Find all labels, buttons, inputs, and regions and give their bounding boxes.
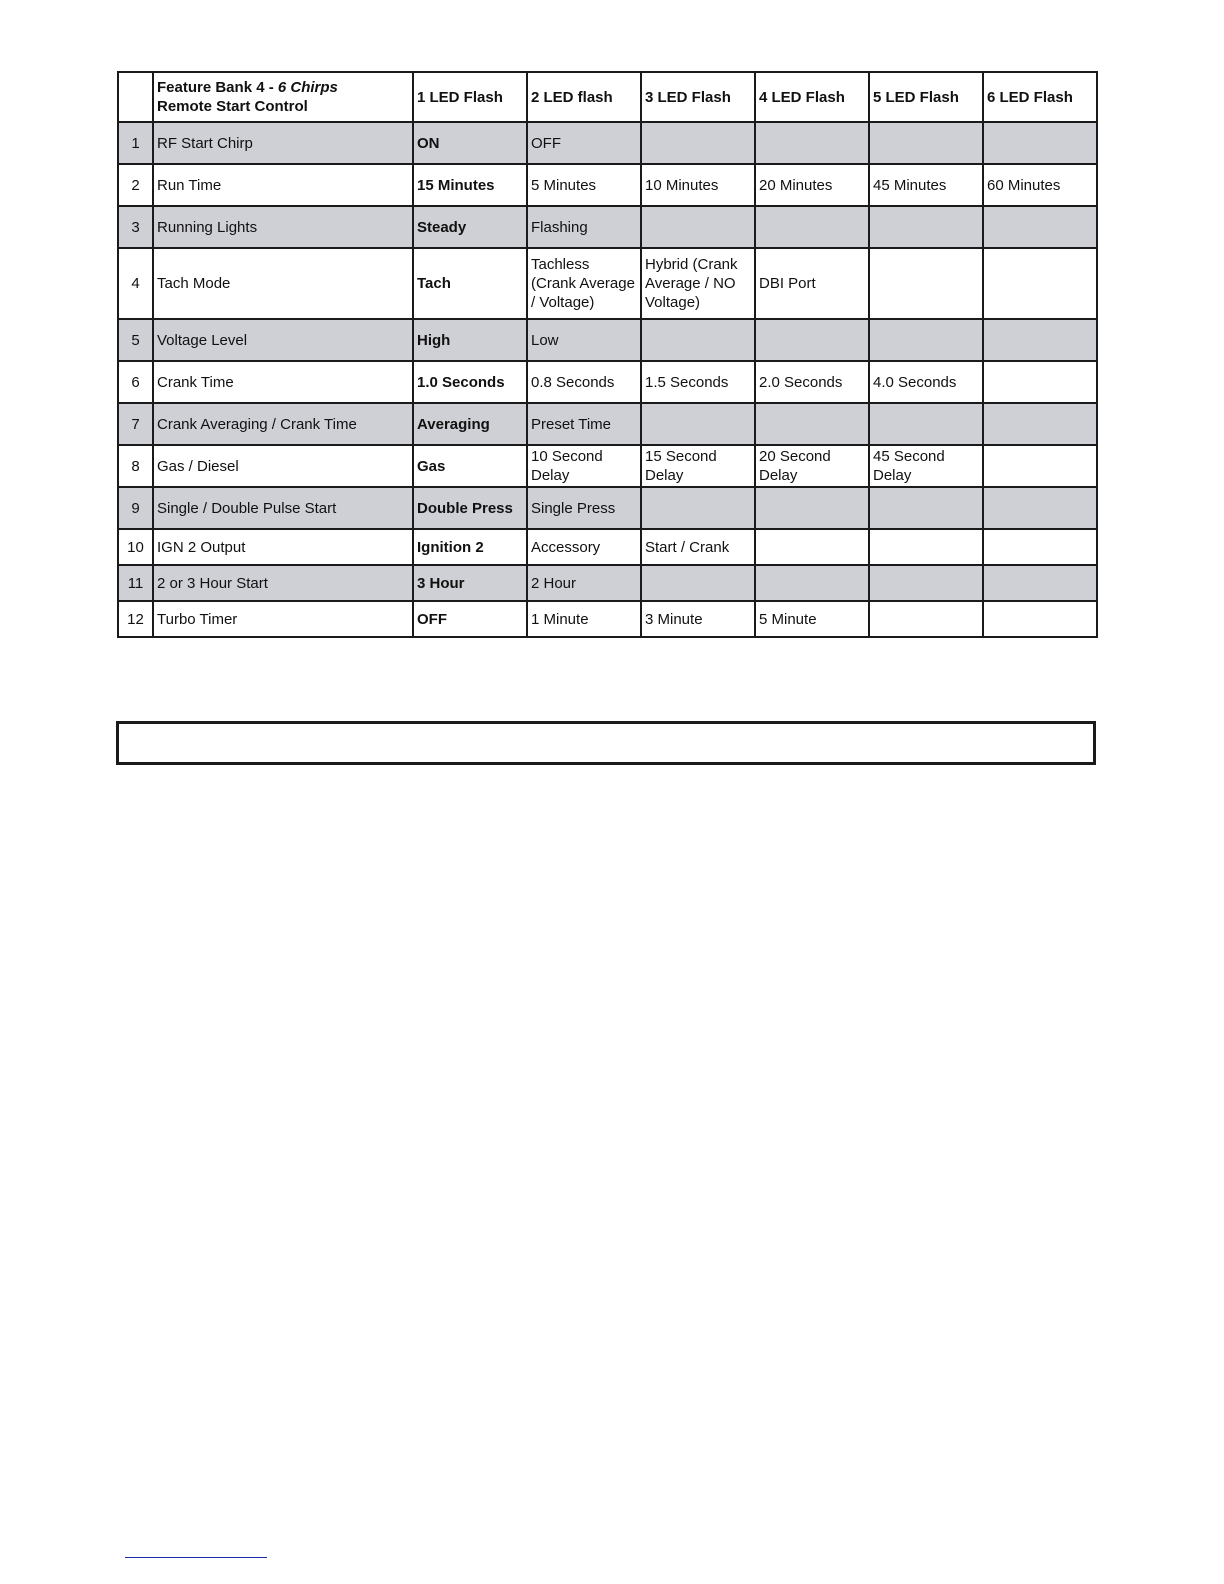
default-option: Steady bbox=[413, 206, 527, 248]
default-option: 1.0 Seconds bbox=[413, 361, 527, 403]
column-header: 5 LED Flash bbox=[869, 72, 983, 122]
column-header: 4 LED Flash bbox=[755, 72, 869, 122]
feature-name: Crank Time bbox=[153, 361, 413, 403]
table-row bbox=[118, 319, 1097, 361]
row-number: 11 bbox=[118, 565, 153, 601]
column-header: 6 LED Flash bbox=[983, 72, 1097, 122]
option-cell bbox=[641, 319, 755, 361]
row-number: 3 bbox=[118, 206, 153, 248]
row-number: 2 bbox=[118, 164, 153, 206]
column-header: 3 LED Flash bbox=[641, 72, 755, 122]
option-cell bbox=[869, 122, 983, 164]
default-option: 15 Minutes bbox=[413, 164, 527, 206]
header-empty-cell bbox=[118, 72, 153, 122]
option-cell: 1 Minute bbox=[527, 601, 641, 637]
chirps-count: 6 Chirps bbox=[277, 79, 338, 96]
row-number: 9 bbox=[118, 487, 153, 529]
option-cell bbox=[641, 487, 755, 529]
header-title-cell bbox=[153, 72, 413, 122]
row-number: 12 bbox=[118, 601, 153, 637]
option-cell: 45 Second Delay bbox=[869, 445, 983, 487]
feature-name: Single / Double Pulse Start bbox=[153, 487, 413, 529]
table-row bbox=[118, 361, 1097, 403]
option-cell bbox=[755, 529, 869, 565]
option-cell bbox=[641, 122, 755, 164]
feature-bank-table bbox=[117, 71, 1098, 638]
option-cell: Low bbox=[527, 319, 641, 361]
option-cell: Flashing bbox=[527, 206, 641, 248]
row-number: 5 bbox=[118, 319, 153, 361]
default-option: Double Press bbox=[413, 487, 527, 529]
table-row bbox=[118, 601, 1097, 637]
feature-name: IGN 2 Output bbox=[153, 529, 413, 565]
option-cell bbox=[983, 248, 1097, 319]
option-cell bbox=[869, 403, 983, 445]
row-number: 1 bbox=[118, 122, 153, 164]
table-row bbox=[118, 487, 1097, 529]
table-row bbox=[118, 565, 1097, 601]
option-cell: 20 Second Delay bbox=[755, 445, 869, 487]
option-cell: Preset Time bbox=[527, 403, 641, 445]
default-option: ON bbox=[413, 122, 527, 164]
row-number: 6 bbox=[118, 361, 153, 403]
feature-name: Tach Mode bbox=[153, 248, 413, 319]
option-cell: OFF bbox=[527, 122, 641, 164]
feature-name: Crank Averaging / Crank Time bbox=[153, 403, 413, 445]
table-row bbox=[118, 206, 1097, 248]
feature-bank-subtitle: Remote Start Control bbox=[157, 98, 308, 115]
option-cell: 3 Minute bbox=[641, 601, 755, 637]
row-number: 7 bbox=[118, 403, 153, 445]
option-cell bbox=[983, 529, 1097, 565]
option-cell bbox=[983, 445, 1097, 487]
option-cell: 2.0 Seconds bbox=[755, 361, 869, 403]
option-cell bbox=[983, 122, 1097, 164]
row-number: 8 bbox=[118, 445, 153, 487]
option-cell bbox=[755, 122, 869, 164]
row-number: 10 bbox=[118, 529, 153, 565]
option-cell: 0.8 Seconds bbox=[527, 361, 641, 403]
column-header: 1 LED Flash bbox=[413, 72, 527, 122]
feature-name: Running Lights bbox=[153, 206, 413, 248]
feature-name: Turbo Timer bbox=[153, 601, 413, 637]
option-cell: 5 Minute bbox=[755, 601, 869, 637]
option-cell: Tachless (Crank Average / Voltage) bbox=[527, 248, 641, 319]
option-cell bbox=[869, 529, 983, 565]
feature-name: Run Time bbox=[153, 164, 413, 206]
option-cell: Start / Crank bbox=[641, 529, 755, 565]
option-cell bbox=[641, 403, 755, 445]
table-row bbox=[118, 248, 1097, 319]
default-option: Ignition 2 bbox=[413, 529, 527, 565]
option-cell bbox=[983, 601, 1097, 637]
table-row bbox=[118, 164, 1097, 206]
table-row bbox=[118, 122, 1097, 164]
option-cell: DBI Port bbox=[755, 248, 869, 319]
option-cell bbox=[755, 319, 869, 361]
option-cell: Accessory bbox=[527, 529, 641, 565]
option-cell bbox=[755, 487, 869, 529]
option-cell bbox=[641, 565, 755, 601]
option-cell: 10 Minutes bbox=[641, 164, 755, 206]
option-cell: 20 Minutes bbox=[755, 164, 869, 206]
table-row bbox=[118, 529, 1097, 565]
default-option: Tach bbox=[413, 248, 527, 319]
option-cell bbox=[983, 361, 1097, 403]
option-cell bbox=[755, 403, 869, 445]
option-cell: 5 Minutes bbox=[527, 164, 641, 206]
option-cell bbox=[869, 248, 983, 319]
default-option: High bbox=[413, 319, 527, 361]
option-cell: 4.0 Seconds bbox=[869, 361, 983, 403]
feature-name: RF Start Chirp bbox=[153, 122, 413, 164]
option-cell bbox=[869, 319, 983, 361]
option-cell bbox=[983, 403, 1097, 445]
option-cell: 10 Second Delay bbox=[527, 445, 641, 487]
option-cell: 2 Hour bbox=[527, 565, 641, 601]
footnote-separator bbox=[125, 1557, 267, 1558]
column-header: 2 LED flash bbox=[527, 72, 641, 122]
option-cell bbox=[869, 565, 983, 601]
option-cell: 15 Second Delay bbox=[641, 445, 755, 487]
option-cell: Single Press bbox=[527, 487, 641, 529]
default-option: OFF bbox=[413, 601, 527, 637]
option-cell bbox=[755, 206, 869, 248]
option-cell: 45 Minutes bbox=[869, 164, 983, 206]
option-cell bbox=[869, 487, 983, 529]
option-cell: 1.5 Seconds bbox=[641, 361, 755, 403]
option-cell bbox=[755, 565, 869, 601]
option-cell: Hybrid (Crank Average / NO Voltage) bbox=[641, 248, 755, 319]
feature-name: 2 or 3 Hour Start bbox=[153, 565, 413, 601]
option-cell: 60 Minutes bbox=[983, 164, 1097, 206]
default-option: 3 Hour bbox=[413, 565, 527, 601]
option-cell bbox=[983, 565, 1097, 601]
option-cell bbox=[983, 319, 1097, 361]
table-header-row bbox=[118, 72, 1097, 122]
default-option: Gas bbox=[413, 445, 527, 487]
option-cell bbox=[641, 206, 755, 248]
feature-bank-title: Feature Bank 4 - bbox=[157, 79, 278, 96]
feature-name: Voltage Level bbox=[153, 319, 413, 361]
empty-note-box bbox=[116, 721, 1096, 765]
option-cell bbox=[983, 206, 1097, 248]
feature-name: Gas / Diesel bbox=[153, 445, 413, 487]
option-cell bbox=[869, 601, 983, 637]
row-number: 4 bbox=[118, 248, 153, 319]
option-cell bbox=[869, 206, 983, 248]
table-row bbox=[118, 403, 1097, 445]
table-row bbox=[118, 445, 1097, 487]
option-cell bbox=[983, 487, 1097, 529]
default-option: Averaging bbox=[413, 403, 527, 445]
